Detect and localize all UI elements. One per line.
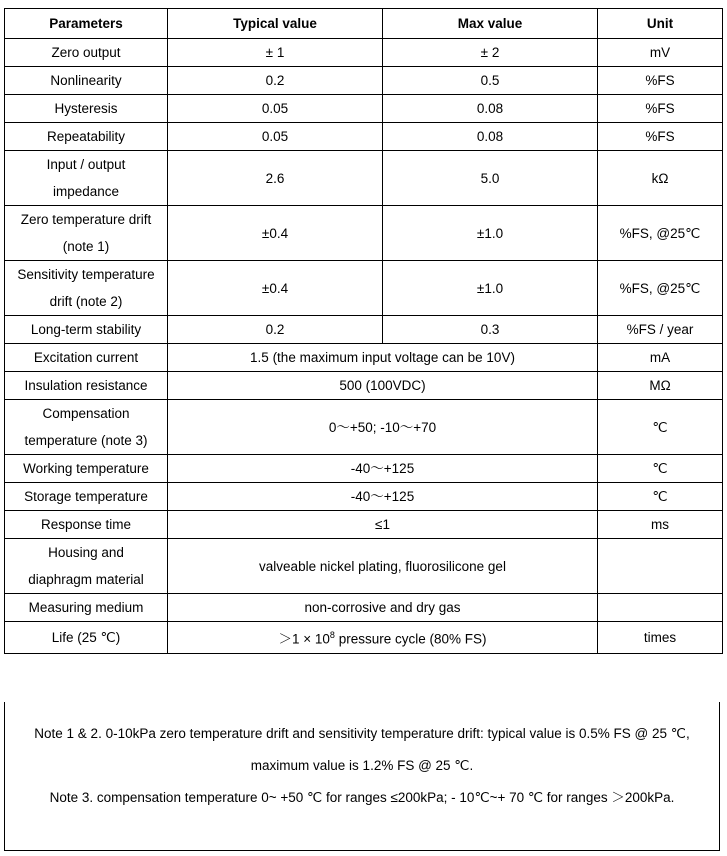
unit-cell: %FS xyxy=(598,123,723,151)
typical-cell: ± 1 xyxy=(168,39,383,67)
value-cell xyxy=(168,622,598,654)
value-cell: -40～+125 xyxy=(168,483,598,511)
value-cell: valveable nickel plating, fluorosilicone gel xyxy=(168,539,598,594)
param-line-2: temperature (note 3) xyxy=(24,433,148,448)
table-row xyxy=(5,594,723,622)
table-row xyxy=(5,206,723,261)
note-line-1: Note 1 & 2. 0-10kPa zero temperature drift and sensitivity temperature drift: typical value is 0.5% FS @ 25 ℃, xyxy=(34,726,690,741)
header-max-value: Max value xyxy=(383,9,598,39)
typical-cell: 0.2 xyxy=(168,67,383,95)
unit-cell: %FS, @25℃ xyxy=(598,206,723,261)
value-cell: 0～+50; -10～+70 xyxy=(168,400,598,455)
table-row xyxy=(5,39,723,67)
max-cell: ±1.0 xyxy=(383,261,598,316)
unit-cell: times xyxy=(598,622,723,654)
parameters-table xyxy=(4,8,723,654)
param-cell: Excitation current xyxy=(5,344,168,372)
notes-box xyxy=(4,702,720,851)
max-cell: 0.08 xyxy=(383,95,598,123)
value-cell: -40～+125 xyxy=(168,455,598,483)
life-value-suffix: pressure cycle (80% FS) xyxy=(334,631,487,647)
value-cell: ≤1 xyxy=(168,511,598,539)
max-cell: 0.5 xyxy=(383,67,598,95)
max-cell: ± 2 xyxy=(383,39,598,67)
table-row xyxy=(5,400,723,455)
unit-cell: ℃ xyxy=(598,483,723,511)
param-line-1: Input / output xyxy=(46,157,126,172)
param-cell: Insulation resistance xyxy=(5,372,168,400)
typical-cell: ±0.4 xyxy=(168,206,383,261)
header-unit: Unit xyxy=(598,9,723,39)
table-row xyxy=(5,372,723,400)
param-cell xyxy=(5,206,168,261)
note-line-2: maximum value is 1.2% FS @ 25 ℃. xyxy=(250,758,474,773)
param-cell: Hysteresis xyxy=(5,95,168,123)
param-cell: Repeatability xyxy=(5,123,168,151)
table-row xyxy=(5,67,723,95)
param-cell xyxy=(5,261,168,316)
param-cell: Response time xyxy=(5,511,168,539)
value-cell: non-corrosive and dry gas xyxy=(168,594,598,622)
table-row xyxy=(5,316,723,344)
table-row xyxy=(5,483,723,511)
param-cell: Long-term stability xyxy=(5,316,168,344)
param-line-2: diaphragm material xyxy=(28,572,144,587)
value-cell: 500 (100VDC) xyxy=(168,372,598,400)
param-cell xyxy=(5,400,168,455)
table-header-row xyxy=(5,9,723,39)
value-cell: 1.5 (the maximum input voltage can be 10V) xyxy=(168,344,598,372)
header-typical-value: Typical value xyxy=(168,9,383,39)
table-row xyxy=(5,539,723,594)
param-cell: Nonlinearity xyxy=(5,67,168,95)
table-row xyxy=(5,344,723,372)
unit-cell: kΩ xyxy=(598,151,723,206)
table-row xyxy=(5,151,723,206)
unit-cell: ℃ xyxy=(598,400,723,455)
typical-cell: ±0.4 xyxy=(168,261,383,316)
param-cell xyxy=(5,151,168,206)
unit-cell: mA xyxy=(598,344,723,372)
note-line-3: Note 3. compensation temperature 0~ +50 ℃ for ranges ≤200kPa; - 10℃~+ 70 ℃ for ranges ＞200kPa. xyxy=(49,790,675,805)
param-cell: Zero output xyxy=(5,39,168,67)
param-cell: Storage temperature xyxy=(5,483,168,511)
table-row xyxy=(5,511,723,539)
unit-cell: MΩ xyxy=(598,372,723,400)
max-cell: ±1.0 xyxy=(383,206,598,261)
unit-cell: ms xyxy=(598,511,723,539)
param-line-1: Compensation xyxy=(42,406,130,421)
unit-cell: mV xyxy=(598,39,723,67)
typical-cell: 0.05 xyxy=(168,95,383,123)
unit-cell: %FS, @25℃ xyxy=(598,261,723,316)
unit-cell: ℃ xyxy=(598,455,723,483)
life-value-exponent: 8 xyxy=(329,630,335,640)
typical-cell: 0.05 xyxy=(168,123,383,151)
typical-cell: 2.6 xyxy=(168,151,383,206)
param-line-2: impedance xyxy=(52,184,120,199)
unit-cell: %FS / year xyxy=(598,316,723,344)
unit-cell xyxy=(598,594,723,622)
param-line-2: (note 1) xyxy=(62,239,110,254)
unit-cell: %FS xyxy=(598,67,723,95)
max-cell: 0.3 xyxy=(383,316,598,344)
table-row xyxy=(5,123,723,151)
max-cell: 0.08 xyxy=(383,123,598,151)
life-value-prefix: ＞1 × 10 xyxy=(278,631,330,647)
header-parameters: Parameters xyxy=(5,9,168,39)
param-cell: Working temperature xyxy=(5,455,168,483)
typical-cell: 0.2 xyxy=(168,316,383,344)
param-cell: Measuring medium xyxy=(5,594,168,622)
param-line-1: Housing and xyxy=(48,545,124,560)
unit-cell: %FS xyxy=(598,95,723,123)
table-row xyxy=(5,95,723,123)
param-line-1: Sensitivity temperature xyxy=(17,267,155,282)
param-line-1: Zero temperature drift xyxy=(20,212,152,227)
max-cell: 5.0 xyxy=(383,151,598,206)
param-cell: Life (25 ℃) xyxy=(5,622,168,654)
table-row xyxy=(5,455,723,483)
param-line-2: drift (note 2) xyxy=(49,294,123,309)
unit-cell xyxy=(598,539,723,594)
param-cell xyxy=(5,539,168,594)
table-row xyxy=(5,261,723,316)
table-row xyxy=(5,622,723,654)
